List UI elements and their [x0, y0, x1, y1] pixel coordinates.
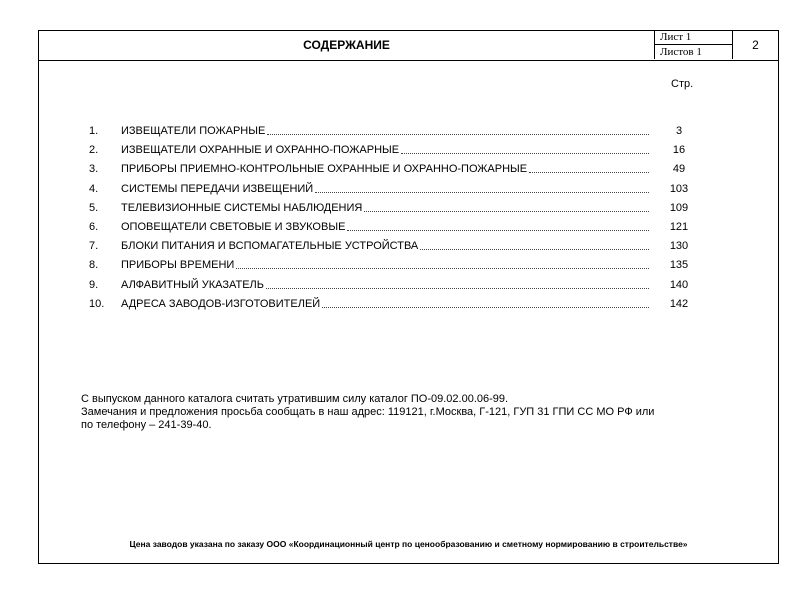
- toc-number: 6.: [89, 220, 99, 233]
- toc-row: [89, 162, 719, 181]
- page-number: 2: [752, 38, 759, 52]
- toc-title-text: ИЗВЕЩАТЕЛИ ОХРАННЫЕ И ОХРАННО-ПОЖАРНЫЕ: [121, 144, 400, 157]
- toc-title: [121, 162, 649, 176]
- toc-row: [89, 143, 719, 162]
- dot-leader: [420, 239, 649, 250]
- toc-page-number: 49: [672, 163, 686, 176]
- toc-page-number: 142: [669, 297, 689, 310]
- toc-title: [121, 143, 649, 157]
- dot-leader: [401, 143, 649, 154]
- sheet-label: Лист 1: [655, 31, 732, 45]
- toc-page-number: 109: [669, 201, 689, 214]
- toc-row: [89, 182, 719, 201]
- toc-number: 10.: [89, 297, 105, 310]
- toc-title-text: БЛОКИ ПИТАНИЯ И ВСПОМАГАТЕЛЬНЫЕ УСТРОЙСТВА: [121, 240, 419, 253]
- toc-page-number: 130: [669, 240, 689, 253]
- note-line: по телефону – 241-39-40.: [81, 419, 212, 431]
- toc-title-text: СИСТЕМЫ ПЕРЕДАЧИ ИЗВЕЩЕНИЙ: [121, 182, 314, 195]
- dot-leader: [529, 162, 649, 173]
- toc-page-number: 103: [669, 182, 689, 195]
- toc-number: 2.: [89, 144, 99, 157]
- toc-number: 4.: [89, 182, 99, 195]
- toc-page-number: 135: [669, 259, 689, 272]
- toc-title-text: ПРИБОРЫ ПРИЕМНО-КОНТРОЛЬНЫЕ ОХРАННЫЕ И ОХРАННО-ПОЖАРНЫЕ: [121, 163, 528, 176]
- toc-page-number: 121: [669, 220, 689, 233]
- toc-title-text: ИЗВЕЩАТЕЛИ ПОЖАРНЫЕ: [121, 125, 266, 137]
- toc-title: [121, 220, 649, 234]
- toc-row: [89, 124, 719, 143]
- dot-leader: [236, 258, 649, 269]
- document-frame: [38, 30, 779, 564]
- toc-title: [121, 278, 649, 292]
- note-line: Замечания и предложения просьба сообщать в наш адрес: 119121, г.Москва, Г-121, ГУП 31 ГПИ СС МО РФ или: [81, 406, 655, 418]
- dot-leader: [267, 124, 649, 135]
- toc-number: 1.: [89, 125, 99, 137]
- toc-title: [121, 258, 649, 272]
- toc-page-number: 140: [669, 278, 689, 291]
- toc-title: [121, 124, 649, 138]
- toc-title-text: ТЕЛЕВИЗИОННЫЕ СИСТЕМЫ НАБЛЮДЕНИЯ: [121, 201, 363, 214]
- catalog-note: [81, 393, 721, 432]
- toc-title: [121, 201, 649, 215]
- document-title: СОДЕРЖАНИЕ: [39, 31, 655, 59]
- toc-title-text: АДРЕСА ЗАВОДОВ-ИЗГОТОВИТЕЛЕЙ: [121, 297, 321, 310]
- toc-page-number: 16: [672, 144, 686, 157]
- dot-leader: [322, 297, 649, 308]
- title-block: [39, 31, 778, 61]
- toc-row: [89, 220, 719, 239]
- toc-row: [89, 297, 719, 316]
- table-of-contents: [89, 124, 719, 316]
- dot-leader: [315, 182, 649, 193]
- toc-title: [121, 297, 649, 311]
- toc-row: [89, 258, 719, 277]
- toc-row: [89, 278, 719, 297]
- page-column-label: Стр.: [671, 78, 694, 90]
- dot-leader: [364, 201, 649, 212]
- footer-note: Цена заводов указана по заказу ООО «Координационный центр по ценообразованию и сметному нормированию в строительстве»: [129, 539, 688, 549]
- toc-row: [89, 239, 719, 258]
- toc-page-number: 3: [675, 125, 683, 137]
- toc-number: 7.: [89, 240, 99, 253]
- toc-number: 9.: [89, 278, 99, 291]
- toc-title: [121, 182, 649, 196]
- toc-number: 3.: [89, 163, 99, 176]
- dot-leader: [266, 278, 649, 289]
- toc-number: 8.: [89, 259, 99, 272]
- dot-leader: [347, 220, 649, 231]
- toc-row: [89, 201, 719, 220]
- toc-title-text: ОПОВЕЩАТЕЛИ СВЕТОВЫЕ И ЗВУКОВЫЕ: [121, 220, 346, 233]
- sheet-info: [655, 31, 733, 59]
- sheets-total-label: Листов 1: [660, 46, 702, 58]
- note-line: С выпуском данного каталога считать утратившим силу каталог ПО-09.02.00.06-99.: [81, 393, 509, 405]
- toc-title-text: ПРИБОРЫ ВРЕМЕНИ: [121, 259, 235, 272]
- toc-title-text: АЛФАВИТНЫЙ УКАЗАТЕЛЬ: [121, 278, 264, 291]
- toc-number: 5.: [89, 201, 99, 214]
- toc-title: [121, 239, 649, 253]
